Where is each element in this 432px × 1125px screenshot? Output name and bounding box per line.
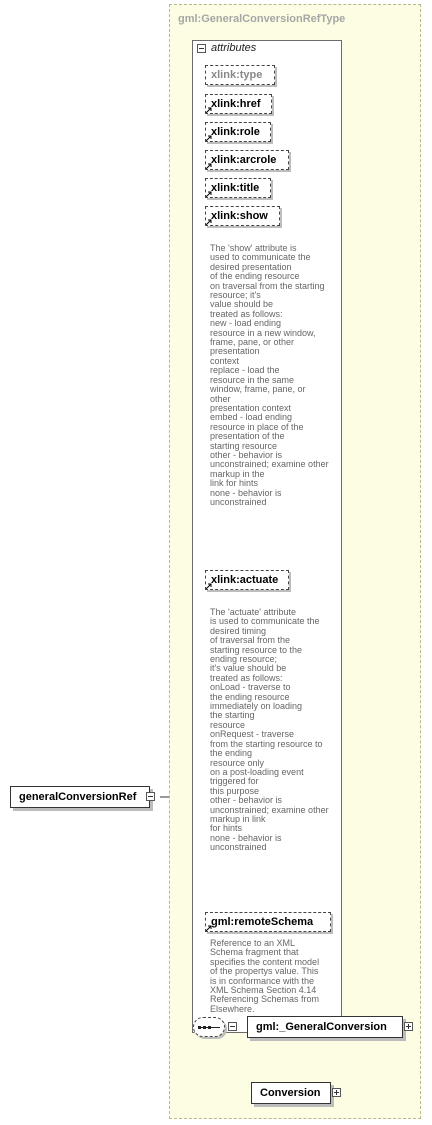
reference-arrow-icon [206,583,212,589]
attribute-xlink-arcrole[interactable] [205,150,289,170]
reference-arrow-icon [206,925,212,931]
attribute-label: xlink:role [211,126,260,138]
attribute-label: xlink:arcrole [211,154,277,166]
attribute-gml-remoteSchema[interactable] [205,912,331,932]
attribute-xlink-href[interactable] [205,94,272,114]
reference-arrow-icon [206,107,212,113]
element-label: Conversion [260,1087,321,1099]
attribute-label: xlink:href [211,98,261,110]
show-documentation: The 'show' attribute is used to communicate the desired presentation of the ending resource on traversal from the starting resource; it's value should be treated as follows: new - load ending resource in a new window, frame, pane, or other presentation context replace - load the resource in the same window, frame, pane, or other presentation context embed - load ending resource in place of the presentation of the starting resource other - behavior is unconstrained; examine other markup in the link for hints none - behavior is unconstrained [210,243,329,507]
attribute-xlink-role[interactable] [205,122,271,142]
sequence-compositor[interactable] [193,1017,225,1037]
reference-arrow-icon [206,163,212,169]
attribute-label: xlink:show [211,210,268,222]
reference-arrow-icon [206,191,212,197]
actuate-documentation: The 'actuate' attribute is used to communicate the desired timing of traversal from the starting resource to the ending resource; it's value should be treated as follows: onLoad - traverse to the ending resource immediately on loading the starting resource onRequest - traverse from the starting resource to the ending resource only on a post-loading event triggered for this purpose other - behavior is unconstrained; examine other markup in link for hints none - behavior is unconstrained [210,607,329,853]
reference-arrow-icon [206,135,212,141]
root-element-label: generalConversionRef [19,791,137,803]
remoteSchema-documentation: Reference to an XML Schema fragment that specifies the content model of the propertys value. This is in conformance with the XML Schema Section 4.14 Referencing Schemas from Elsewhere. [210,938,320,1014]
collapse-attributes-icon[interactable] [197,44,206,53]
element-Conversion[interactable] [251,1082,331,1104]
attribute-xlink-show[interactable] [205,206,280,226]
attribute-xlink-actuate[interactable] [205,570,289,590]
type-title: gml:GeneralConversionRefType [178,13,346,25]
collapse-root-icon[interactable] [146,792,155,801]
element-label: gml:_GeneralConversion [256,1021,387,1033]
attribute-label: gml:remoteSchema [211,916,314,928]
collapse-sequence-icon[interactable] [228,1022,237,1031]
root-element-generalConversionRef[interactable] [10,786,150,808]
expand-icon[interactable] [332,1088,341,1097]
attribute-label: xlink:title [211,182,260,194]
sequence-dots-icon [198,1026,213,1029]
expand-icon[interactable] [404,1022,413,1031]
attributes-title: attributes [211,42,257,54]
element-gml-GeneralConversion[interactable] [247,1016,403,1038]
reference-arrow-icon [206,219,212,225]
attribute-xlink-title[interactable] [205,178,271,198]
attribute-label: xlink:type [211,69,263,81]
attribute-xlink-type[interactable] [205,65,275,85]
attribute-label: xlink:actuate [211,574,279,586]
attributes-header [197,42,256,54]
